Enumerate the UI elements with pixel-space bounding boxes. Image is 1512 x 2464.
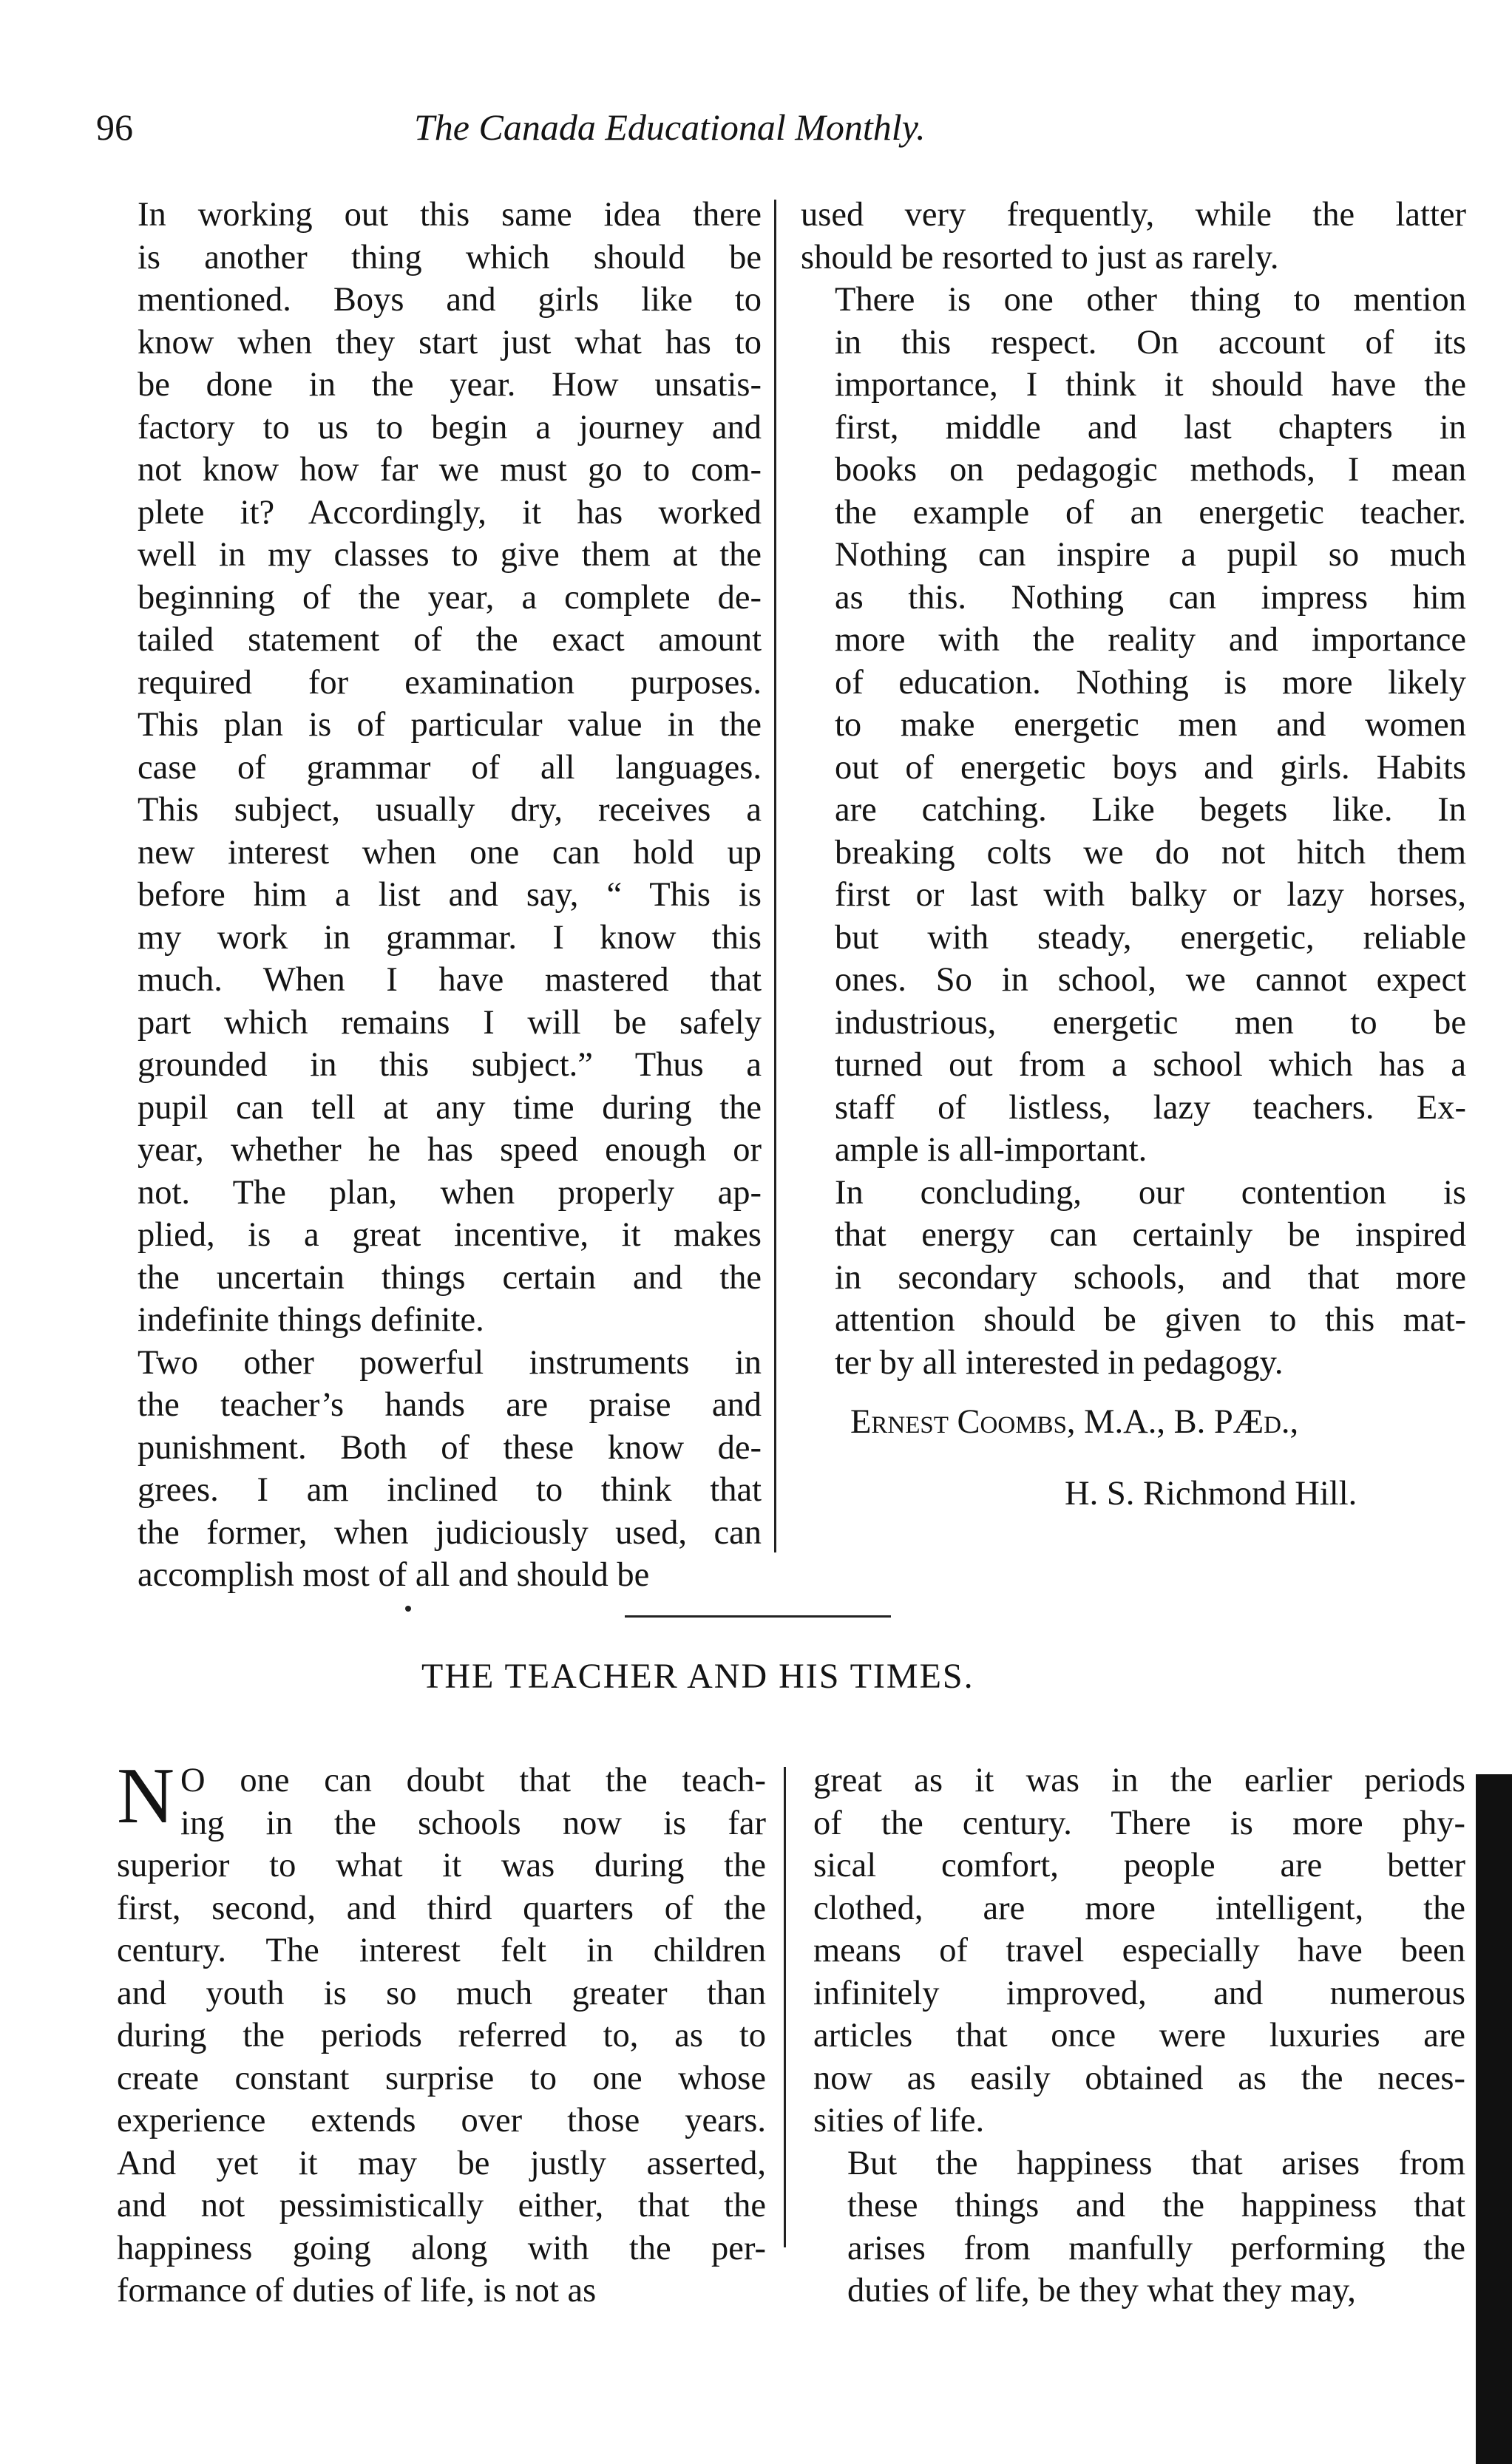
text-line: is another thing which should be bbox=[138, 238, 762, 276]
text-line: and youth is so much greater than bbox=[117, 1974, 766, 2012]
text-line: experience extends over those years. bbox=[117, 2102, 766, 2139]
text-line: the former, when judiciously used, can bbox=[138, 1513, 762, 1552]
text-line: infinitely improved, and numerous bbox=[813, 1974, 1465, 2012]
text-line: first, middle and last chapters in bbox=[835, 408, 1466, 447]
column-divider bbox=[784, 1767, 786, 2247]
text-line: not know how far we must go to com- bbox=[138, 451, 762, 489]
text-line: O one can doubt that the teach- bbox=[180, 1762, 766, 1799]
text-line: are catching. Like begets like. In bbox=[835, 791, 1466, 829]
text-line: But the happiness that arises from bbox=[847, 2144, 1465, 2182]
text-line: of education. Nothing is more likely bbox=[835, 663, 1466, 702]
text-line: Nothing can inspire a pupil so much bbox=[835, 536, 1466, 574]
text-line: grounded in this subject.” Thus a bbox=[138, 1046, 762, 1084]
text-line: industrious, energetic men to be bbox=[835, 1003, 1466, 1042]
text-line: should be resorted to just as rarely. bbox=[801, 238, 1279, 276]
text-line: year, whether he has speed enough or bbox=[138, 1131, 762, 1169]
paragraph bbox=[813, 2142, 1465, 2312]
text-line: ample is all-important. bbox=[835, 1131, 1147, 1169]
text-line: arises from manfully performing the bbox=[847, 2229, 1465, 2267]
text-line: not. The plan, when properly ap- bbox=[138, 1173, 762, 1212]
text-line: in this respect. On account of its bbox=[835, 323, 1466, 362]
text-line: used very frequently, while the latter bbox=[801, 196, 1466, 234]
text-line: new interest when one can hold up bbox=[138, 833, 762, 872]
section-rule bbox=[625, 1615, 891, 1618]
text-line: and not pessimistically either, that the bbox=[117, 2187, 766, 2224]
text-line: ones. So in school, we cannot expect bbox=[835, 961, 1466, 999]
text-line: formance of duties of life, is not as bbox=[117, 2272, 597, 2309]
text-line: out of energetic boys and girls. Habits bbox=[835, 748, 1466, 787]
text-line: plied, is a great incentive, it makes bbox=[138, 1216, 762, 1254]
text-line: my work in grammar. I know this bbox=[138, 918, 762, 957]
text-line: to make energetic men and women bbox=[835, 706, 1466, 744]
running-title: The Canada Educational Monthly. bbox=[414, 106, 926, 148]
text-line: century. The interest felt in children bbox=[117, 1932, 766, 1969]
author-signature: Ernest Coombs, M.A., B. PÆd., bbox=[850, 1403, 1299, 1441]
paragraph bbox=[801, 279, 1466, 1172]
column-divider bbox=[774, 200, 776, 1552]
text-line: sities of life. bbox=[813, 2102, 985, 2139]
text-line: breaking colts we do not hitch them bbox=[835, 833, 1466, 872]
text-line: the teacher’s hands are praise and bbox=[138, 1386, 762, 1424]
text-line: that energy can certainly be inspired bbox=[835, 1216, 1466, 1254]
text-line: the example of an energetic teacher. bbox=[835, 493, 1466, 532]
text-line: means of travel especially have been bbox=[813, 1932, 1465, 1969]
text-line: In concluding, our contention is bbox=[835, 1173, 1466, 1212]
text-line: beginning of the year, a complete de- bbox=[138, 578, 762, 617]
text-line: grees. I am inclined to think that bbox=[138, 1471, 762, 1509]
paragraph bbox=[801, 194, 1466, 279]
text-line: ter by all interested in pedagogy. bbox=[835, 1343, 1284, 1382]
author-location: H. S. Richmond Hill. bbox=[1065, 1475, 1357, 1513]
text-line: the uncertain things certain and the bbox=[138, 1258, 762, 1297]
text-line: duties of life, be they what they may, bbox=[847, 2272, 1356, 2309]
text-line: superior to what it was during the bbox=[117, 1847, 766, 1884]
text-line: indefinite things definite. bbox=[138, 1301, 484, 1339]
article2-column-left bbox=[117, 1752, 766, 2312]
page-number: 96 bbox=[96, 106, 133, 148]
text-line: well in my classes to give them at the bbox=[138, 536, 762, 574]
text-line: Two other powerful instruments in bbox=[138, 1343, 762, 1382]
text-line: turned out from a school which has a bbox=[835, 1046, 1466, 1084]
text-line: importance, I think it should have the bbox=[835, 366, 1466, 404]
text-line: know when they start just what has to bbox=[138, 323, 762, 362]
text-line: great as it was in the earlier periods bbox=[813, 1762, 1465, 1799]
ornament-dot bbox=[405, 1606, 411, 1612]
text-line: of the century. There is more phy- bbox=[813, 1804, 1465, 1842]
paragraph bbox=[104, 194, 762, 1342]
text-line: be done in the year. How unsatis- bbox=[138, 366, 762, 404]
article1-column-left bbox=[104, 194, 762, 1597]
text-line: articles that once were luxuries are bbox=[813, 2017, 1465, 2054]
text-line: as this. Nothing can impress him bbox=[835, 578, 1466, 617]
paragraph bbox=[117, 1752, 766, 2312]
text-line: accomplish most of all and should be bbox=[138, 1556, 650, 1594]
text-line: case of grammar of all languages. bbox=[138, 748, 762, 787]
text-line: but with steady, energetic, reliable bbox=[835, 918, 1466, 957]
text-line: punishment. Both of these know de- bbox=[138, 1428, 762, 1467]
text-line: This plan is of particular value in the bbox=[138, 706, 762, 744]
text-line: books on pedagogic methods, I mean bbox=[835, 451, 1466, 489]
text-line: in secondary schools, and that more bbox=[835, 1258, 1466, 1297]
text-line: create constant surprise to one whose bbox=[117, 2059, 766, 2097]
article1-column-right bbox=[801, 194, 1466, 1384]
text-line: ing in the schools now is far bbox=[180, 1804, 766, 1842]
paragraph bbox=[801, 1172, 1466, 1385]
text-line: clothed, are more intelligent, the bbox=[813, 1889, 1465, 1927]
text-line: during the periods referred to, as to bbox=[117, 2017, 766, 2054]
text-line: happiness going along with the per- bbox=[117, 2229, 766, 2267]
section-heading: THE TEACHER AND HIS TIMES. bbox=[421, 1657, 974, 1696]
text-line: much. When I have mastered that bbox=[138, 961, 762, 999]
text-line: first, second, and third quarters of the bbox=[117, 1889, 766, 1927]
text-line: staff of listless, lazy teachers. Ex- bbox=[835, 1088, 1466, 1127]
text-line: these things and the happiness that bbox=[847, 2187, 1465, 2224]
text-line: first or last with balky or lazy horses, bbox=[835, 876, 1466, 914]
paragraph bbox=[813, 1759, 1465, 2142]
paragraph bbox=[104, 1342, 762, 1597]
text-line: factory to us to begin a journey and bbox=[138, 408, 762, 447]
text-line: In working out this same idea there bbox=[138, 196, 762, 234]
text-line: There is one other thing to mention bbox=[835, 281, 1466, 319]
text-line: attention should be given to this mat- bbox=[835, 1301, 1466, 1339]
text-line: tailed statement of the exact amount bbox=[138, 621, 762, 659]
text-line: plete it? Accordingly, it has worked bbox=[138, 493, 762, 532]
page-edge-shadow bbox=[1476, 1774, 1512, 2464]
text-line: mentioned. Boys and girls like to bbox=[138, 281, 762, 319]
text-line: And yet it may be justly asserted, bbox=[117, 2144, 766, 2182]
text-line: now as easily obtained as the neces- bbox=[813, 2059, 1465, 2097]
text-line: This subject, usually dry, receives a bbox=[138, 791, 762, 829]
drop-cap: N bbox=[117, 1752, 174, 1840]
text-line: before him a list and say, “ This is bbox=[138, 876, 762, 914]
article2-column-right bbox=[813, 1759, 1465, 2312]
text-line: sical comfort, people are better bbox=[813, 1847, 1465, 1884]
text-line: part which remains I will be safely bbox=[138, 1003, 762, 1042]
text-line: pupil can tell at any time during the bbox=[138, 1088, 762, 1127]
text-line: required for examination purposes. bbox=[138, 663, 762, 702]
text-line: more with the reality and importance bbox=[835, 621, 1466, 659]
